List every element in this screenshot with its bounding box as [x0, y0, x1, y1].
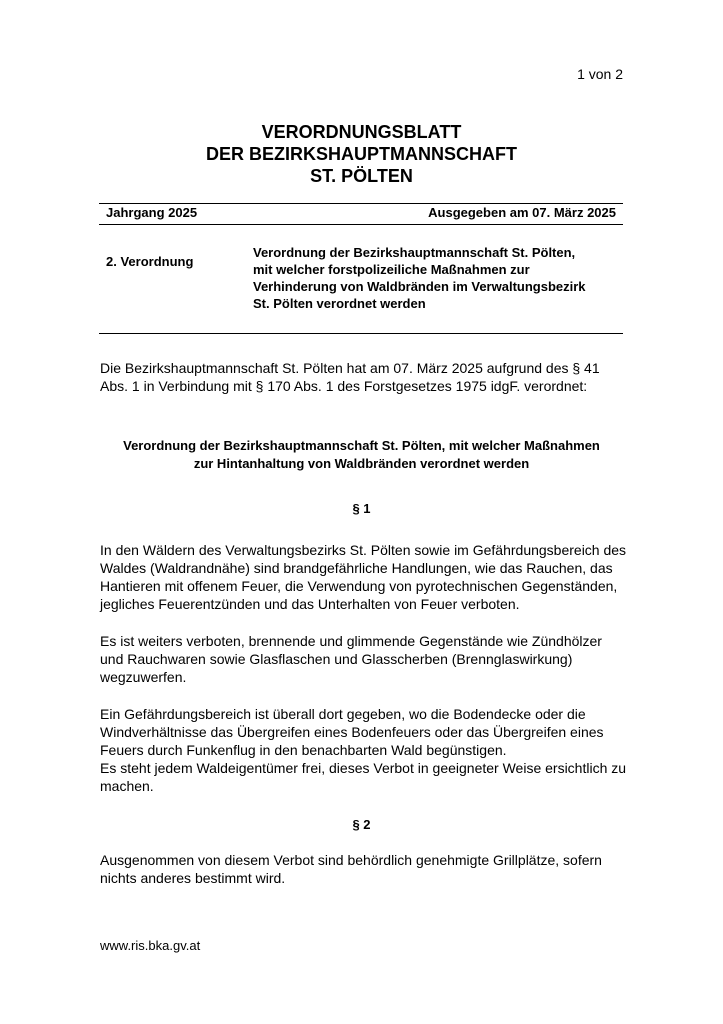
ordinance-subject [253, 244, 618, 312]
divider-line [99, 333, 623, 334]
section-1-paragraph-1 [100, 541, 630, 613]
intro-paragraph [100, 359, 630, 395]
text-line: Hantieren mit offenem Feuer, die Verwendung von pyrotechnischen Gegenständen, [100, 578, 618, 594]
subject-line: mit welcher forstpolizeiliche Maßnahmen zur [253, 262, 530, 277]
footer-url: www.ris.bka.gv.at [100, 938, 201, 953]
page-number: 1 von 2 [577, 66, 623, 82]
text-line: nichts anderes bestimmt wird. [100, 870, 286, 886]
title-line: DER BEZIRKSHAUPTMANNSCHAFT [206, 144, 517, 164]
text-line: jegliches Feuerentzünden und das Unterhalten von Feuer verboten. [100, 596, 520, 612]
subject-line: Verordnung der Bezirkshauptmannschaft St. Pölten, [253, 245, 576, 260]
section-1-paragraph-2 [100, 632, 630, 686]
section-2-heading: § 2 [352, 817, 371, 832]
subject-line: Verhinderung von Waldbränden im Verwaltungsbezirk [253, 279, 586, 294]
issue-date-label: Ausgegeben am 07. März 2025 [428, 205, 616, 220]
section-1-heading: § 1 [352, 501, 371, 516]
text-line: Windverhältnisse das Übergreifen eines Bodenfeuers oder das Übergreifen eines [100, 724, 604, 740]
title-line: VERORDNUNGSBLATT [261, 122, 462, 142]
text-line: Ein Gefährdungsbereich ist überall dort gegeben, wo die Bodendecke oder die [100, 706, 586, 722]
heading-line: zur Hintanhaltung von Waldbränden verordnet werden [193, 456, 530, 471]
document-title [0, 121, 723, 187]
subject-line: St. Pölten verordnet werden [253, 296, 426, 311]
divider-line [99, 203, 623, 204]
jahrgang-label: Jahrgang 2025 [106, 205, 198, 220]
section-2-paragraph-1 [100, 851, 630, 887]
text-line: und Rauchwaren sowie Glasflaschen und Glasscherben (Brennglaswirkung) [100, 651, 573, 667]
text-line: Es steht jedem Waldeigentümer frei, dieses Verbot in geeigneter Weise ersichtlich zu [100, 760, 627, 776]
text-line: Es ist weiters verboten, brennende und glimmende Gegenstände wie Zündhölzer [100, 633, 602, 649]
text-line: machen. [100, 778, 154, 794]
title-line: ST. PÖLTEN [310, 166, 413, 186]
text-line: Die Bezirkshauptmannschaft St. Pölten hat am 07. März 2025 aufgrund des § 41 [100, 360, 600, 376]
text-line: Feuers durch Funkenflug in den benachbarten Wald begünstigen. [100, 742, 507, 758]
divider-line [99, 224, 623, 225]
text-line: Waldes (Waldrandnähe) sind brandgefährliche Handlungen, wie das Rauchen, das [100, 560, 613, 576]
section-1-paragraph-3 [100, 705, 630, 795]
heading-line: Verordnung der Bezirkshauptmannschaft St. Pölten, mit welcher Maßnahmen [123, 438, 600, 453]
text-line: Abs. 1 in Verbindung mit § 170 Abs. 1 des Forstgesetzes 1975 idgF. verordnet: [100, 378, 588, 394]
text-line: In den Wäldern des Verwaltungsbezirks St. Pölten sowie im Gefährdungsbereich des [100, 542, 627, 558]
text-line: Ausgenommen von diesem Verbot sind behördlich genehmigte Grillplätze, sofern [100, 852, 602, 868]
ordinance-number: 2. Verordnung [106, 254, 194, 269]
ordinance-heading [0, 437, 723, 473]
text-line: wegzuwerfen. [100, 669, 187, 685]
